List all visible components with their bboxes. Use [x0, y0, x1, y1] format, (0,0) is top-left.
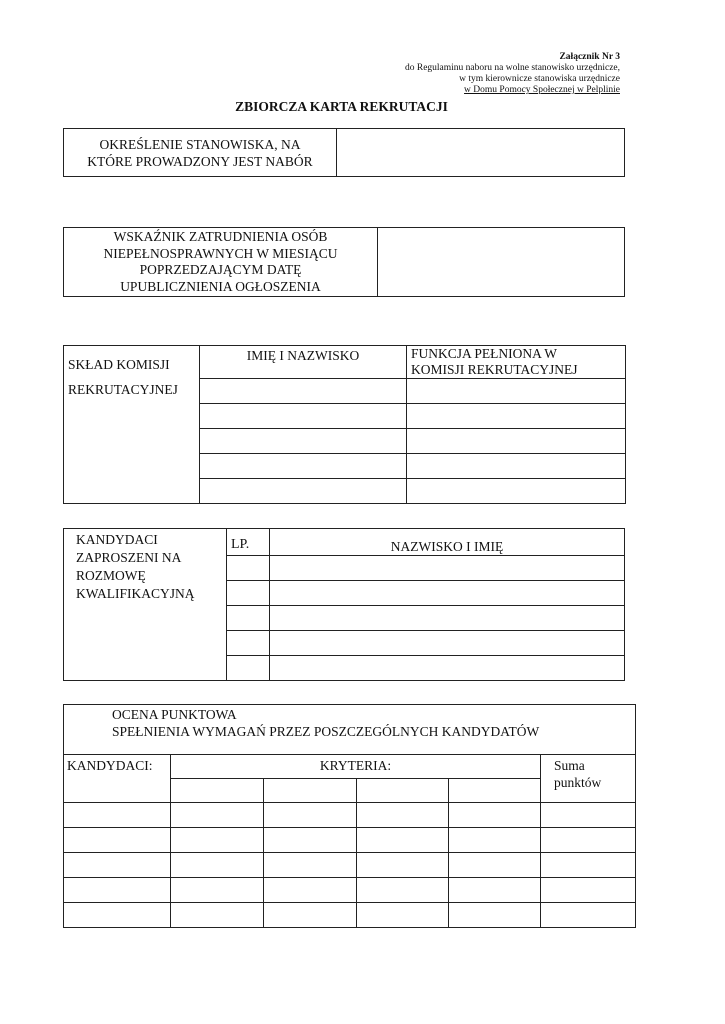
- scoring-criterion-cell[interactable]: [171, 803, 264, 828]
- annex-scope: w tym kierownicze stanowiska urzędnicze: [459, 74, 620, 84]
- scoring-criterion-cell[interactable]: [449, 828, 541, 853]
- committee-name-cell[interactable]: [200, 479, 407, 504]
- scoring-criterion-cell[interactable]: [357, 903, 449, 928]
- scoring-col-candidates: KANDYDACI:: [64, 755, 171, 803]
- scoring-row: [64, 903, 636, 928]
- scoring-row: [64, 828, 636, 853]
- committee-col-function: FUNKCJA PEŁNIONA W KOMISJI REKRUTACYJNEJ: [407, 346, 626, 379]
- candidate-lp-cell[interactable]: [227, 556, 270, 581]
- criterion-header-cell[interactable]: [449, 779, 541, 803]
- criterion-header-cell[interactable]: [264, 779, 357, 803]
- disability-ratio-input-cell[interactable]: [378, 228, 625, 297]
- scoring-criterion-cell[interactable]: [449, 803, 541, 828]
- candidate-lp-cell[interactable]: [227, 631, 270, 656]
- committee-col-name: IMIĘ I NAZWISKO: [200, 346, 407, 379]
- scoring-sum-cell[interactable]: [541, 878, 636, 903]
- scoring-criterion-cell[interactable]: [357, 878, 449, 903]
- candidate-name-cell[interactable]: [270, 631, 625, 656]
- scoring-heading: OCENA PUNKTOWA SPEŁNIENIA WYMAGAŃ PRZEZ POSZCZEGÓLNYCH KANDYDATÓW: [64, 705, 636, 755]
- scoring-criterion-cell[interactable]: [449, 853, 541, 878]
- candidates-table: [63, 528, 625, 681]
- committee-function-cell[interactable]: [407, 379, 626, 404]
- position-label: OKREŚLENIE STANOWISKA, NA KTÓRE PROWADZONY JEST NABÓR: [64, 129, 337, 177]
- scoring-sum-cell[interactable]: [541, 853, 636, 878]
- scoring-sum-cell[interactable]: [541, 903, 636, 928]
- scoring-row: [64, 853, 636, 878]
- scoring-col-sum: Suma punktów: [541, 755, 636, 803]
- committee-name-cell[interactable]: [200, 429, 407, 454]
- scoring-candidate-cell[interactable]: [64, 803, 171, 828]
- scoring-criterion-cell[interactable]: [357, 828, 449, 853]
- committee-name-cell[interactable]: [200, 454, 407, 479]
- disability-ratio-table: [63, 227, 625, 297]
- scoring-col-criteria: KRYTERIA:: [171, 755, 541, 779]
- criterion-header-cell[interactable]: [357, 779, 449, 803]
- annex-note: [405, 52, 620, 96]
- committee-label: SKŁAD KOMISJI REKRUTACYJNEJ: [64, 346, 200, 504]
- candidates-col-lp: LP.: [227, 529, 270, 556]
- position-table: [63, 128, 625, 177]
- scoring-criterion-cell[interactable]: [171, 903, 264, 928]
- scoring-criterion-cell[interactable]: [357, 803, 449, 828]
- committee-function-cell[interactable]: [407, 454, 626, 479]
- scoring-table: [63, 704, 636, 928]
- scoring-criterion-cell[interactable]: [449, 903, 541, 928]
- scoring-criterion-cell[interactable]: [264, 903, 357, 928]
- scoring-candidate-cell[interactable]: [64, 853, 171, 878]
- candidate-name-cell[interactable]: [270, 581, 625, 606]
- candidate-lp-cell[interactable]: [227, 606, 270, 631]
- candidate-name-cell[interactable]: [270, 556, 625, 581]
- candidate-lp-cell[interactable]: [227, 581, 270, 606]
- candidate-name-cell[interactable]: [270, 656, 625, 681]
- criterion-header-cell[interactable]: [171, 779, 264, 803]
- scoring-criterion-cell[interactable]: [449, 878, 541, 903]
- scoring-criterion-cell[interactable]: [357, 853, 449, 878]
- position-input-cell[interactable]: [337, 129, 625, 177]
- committee-function-cell[interactable]: [407, 479, 626, 504]
- disability-ratio-label: WSKAŹNIK ZATRUDNIENIA OSÓB NIEPEŁNOSPRAWNYCH W MIESIĄCU POPRZEDZAJĄCYM DATĘ UPUBLICZNIENIA OGŁOSZENIA: [64, 228, 378, 297]
- candidates-label: KANDYDACI ZAPROSZENI NA ROZMOWĘ KWALIFIKACYJNĄ: [64, 529, 227, 681]
- candidates-col-name: NAZWISKO I IMIĘ: [270, 529, 625, 556]
- scoring-candidate-cell[interactable]: [64, 828, 171, 853]
- candidate-name-cell[interactable]: [270, 606, 625, 631]
- committee-table: [63, 345, 626, 504]
- scoring-criterion-cell[interactable]: [264, 853, 357, 878]
- scoring-criterion-cell[interactable]: [264, 828, 357, 853]
- scoring-criterion-cell[interactable]: [171, 828, 264, 853]
- scoring-criterion-cell[interactable]: [264, 803, 357, 828]
- committee-name-cell[interactable]: [200, 404, 407, 429]
- scoring-sum-cell[interactable]: [541, 828, 636, 853]
- scoring-criterion-cell[interactable]: [171, 853, 264, 878]
- committee-name-cell[interactable]: [200, 379, 407, 404]
- page-title: ZBIORCZA KARTA REKRUTACJI: [235, 99, 448, 114]
- committee-function-cell[interactable]: [407, 429, 626, 454]
- scoring-candidate-cell[interactable]: [64, 878, 171, 903]
- scoring-candidate-cell[interactable]: [64, 903, 171, 928]
- annex-number: Załącznik Nr 3: [559, 52, 620, 62]
- scoring-criterion-cell[interactable]: [171, 878, 264, 903]
- annex-regulation: do Regulaminu naboru na wolne stanowisko urzędnicze,: [404, 63, 620, 73]
- scoring-row: [64, 878, 636, 903]
- scoring-row: [64, 803, 636, 828]
- candidate-lp-cell[interactable]: [227, 656, 270, 681]
- scoring-criterion-cell[interactable]: [264, 878, 357, 903]
- committee-function-cell[interactable]: [407, 404, 626, 429]
- annex-institution: w Domu Pomocy Społecznej w Pelplinie: [464, 85, 620, 95]
- scoring-sum-cell[interactable]: [541, 803, 636, 828]
